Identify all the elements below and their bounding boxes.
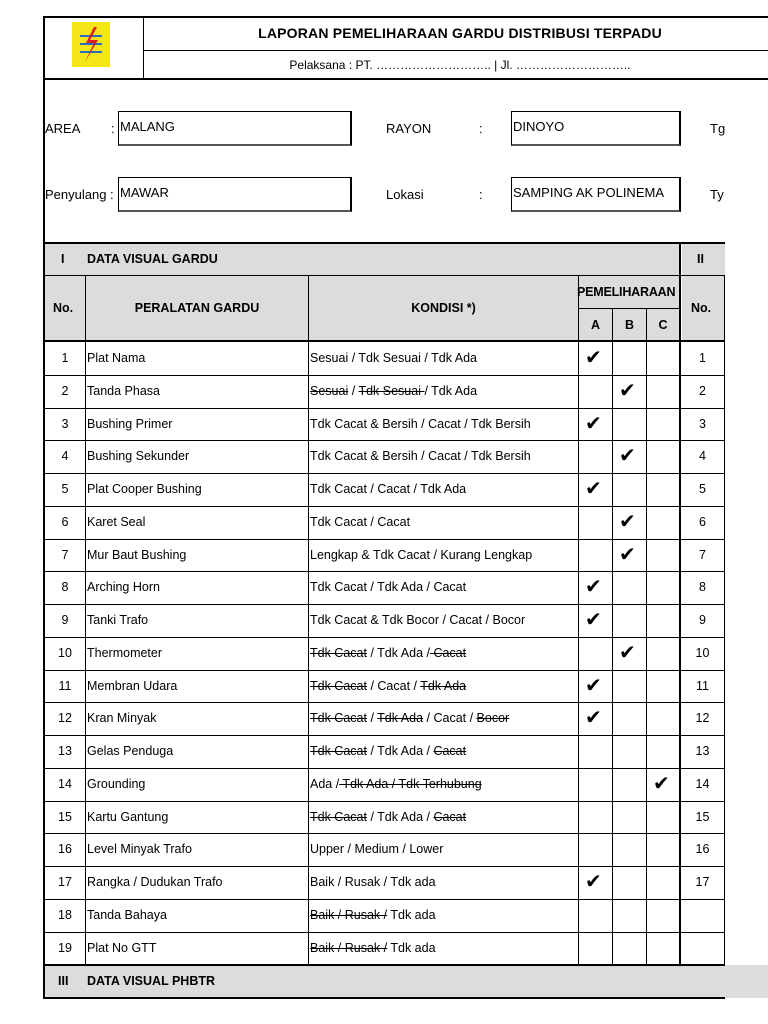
row-number-right: 10 [695, 646, 710, 660]
section1-bottom-line [43, 275, 725, 276]
row-number: 7 [61, 548, 69, 562]
row-equipment: Bushing Primer [87, 417, 173, 431]
kondisi-struck-option: Baik / Rusak / [310, 941, 388, 955]
section1-title: DATA VISUAL GARDU [87, 252, 218, 266]
kondisi-option: / Tdk Ada [424, 384, 478, 398]
area-label: AREA [45, 121, 81, 136]
row-equipment: Karet Seal [87, 515, 146, 529]
col-header-peralatan: PERALATAN GARDU [134, 301, 260, 315]
check-cell-c[interactable] [647, 802, 679, 833]
kondisi-option: Tdk Cacat & Bersih / Cacat / Tdk Bersih [310, 449, 531, 463]
kondisi-struck-option: Sesuai [310, 384, 349, 398]
check-cell-b[interactable] [613, 802, 645, 833]
row-equipment: Tanda Phasa [87, 384, 160, 398]
row-number-right: 8 [699, 580, 706, 594]
check-cell-b[interactable] [613, 474, 645, 505]
row-kondisi [310, 875, 436, 889]
row-number: 5 [61, 482, 69, 496]
check-mark-icon: ✔ [619, 509, 636, 533]
row-number-right: 11 [696, 679, 709, 693]
kondisi-option: Tdk Cacat / Cacat / Tdk Ada [310, 482, 467, 496]
check-mark-icon: ✔ [585, 607, 602, 631]
row-number-right: 12 [695, 711, 710, 725]
kondisi-struck-option: Tdk Ada [420, 679, 467, 693]
rayon-label: RAYON [386, 121, 432, 136]
row-kondisi [310, 941, 436, 955]
check-mark-icon: ✔ [619, 378, 636, 402]
col-line-peralatan [308, 276, 309, 965]
row-equipment: Plat Cooper Bushing [87, 482, 202, 496]
check-cell-a[interactable] [579, 507, 611, 538]
check-mark-icon: ✔ [619, 443, 636, 467]
kondisi-struck-option: Tdk Ada [377, 711, 424, 725]
col-header-pemeliharaan: PEMELIHARAAN [577, 285, 676, 299]
row-kondisi [310, 417, 531, 431]
kondisi-struck-option: Cacat [433, 744, 467, 758]
row-equipment: Thermometer [87, 646, 163, 660]
row-equipment: Kartu Gantung [87, 810, 169, 824]
col-line-right [724, 276, 725, 965]
row-number: 14 [58, 777, 72, 791]
type-label: Ty [710, 187, 724, 202]
check-mark-icon: ✔ [653, 771, 670, 795]
col-header-kondisi: KONDISI *) [411, 301, 476, 315]
row-number-right: 15 [695, 810, 710, 824]
kondisi-struck-option: Tdk Ada / Tdk Terhubung [339, 777, 482, 791]
row-number-right: 6 [699, 515, 706, 529]
row-kondisi [310, 908, 436, 922]
section1-roman: I [61, 252, 65, 266]
check-cell-c[interactable] [647, 441, 679, 472]
row-kondisi [310, 777, 482, 791]
row-number: 18 [58, 908, 72, 922]
check-cell-a[interactable] [579, 900, 611, 931]
check-cell-b[interactable] [613, 343, 645, 374]
kondisi-option: Baik / Rusak / Tdk ada [310, 875, 436, 889]
table-bottom-line [43, 997, 725, 999]
kondisi-struck-option: Tdk Cacat [310, 711, 367, 725]
penyulang-label: Penyulang : [45, 187, 114, 202]
check-cell-b[interactable] [613, 834, 645, 865]
check-cell-a[interactable] [579, 638, 611, 669]
col-line-no [85, 276, 86, 965]
row-equipment: Plat Nama [87, 351, 146, 365]
kondisi-option: Tdk ada [387, 908, 436, 922]
check-mark-icon: ✔ [619, 542, 636, 566]
check-cell-c[interactable] [647, 933, 679, 964]
pemeliharaan-sub-line [578, 308, 680, 309]
row-equipment: Mur Baut Bushing [87, 548, 187, 562]
kondisi-option: Upper / Medium / Lower [310, 842, 444, 856]
row-number: 2 [61, 384, 69, 398]
check-cell-b[interactable] [613, 900, 645, 931]
kondisi-option: / [366, 711, 378, 725]
kondisi-struck-option: Tdk Cacat [310, 810, 367, 824]
lokasi-field[interactable]: SAMPING AK POLINEMA [511, 177, 681, 212]
check-cell-c[interactable] [647, 900, 679, 931]
check-cell-c[interactable] [647, 834, 679, 865]
check-cell-b[interactable] [613, 736, 645, 767]
col-header-b: B [624, 318, 635, 332]
row-kondisi [310, 482, 466, 496]
row-number: 15 [58, 810, 72, 824]
section3-title: DATA VISUAL PHBTR [87, 974, 216, 988]
row-equipment: Arching Horn [87, 580, 160, 594]
row-equipment: Gelas Penduga [87, 744, 174, 758]
check-cell-a[interactable] [579, 540, 611, 571]
check-cell-b[interactable] [613, 703, 645, 734]
check-cell-c[interactable] [647, 605, 679, 636]
check-cell-a[interactable] [579, 769, 611, 800]
kondisi-struck-option: Cacat [433, 810, 467, 824]
kondisi-option: / Cacat / [423, 711, 477, 725]
check-cell-a[interactable] [579, 441, 611, 472]
row-number: 12 [58, 711, 72, 725]
row-number-right: 7 [699, 548, 706, 562]
kondisi-option: Sesuai / Tdk Sesuai / Tdk Ada [310, 351, 477, 365]
lokasi-colon: : [479, 187, 483, 202]
header-bottom-border [43, 78, 768, 80]
row-number: 13 [58, 744, 72, 758]
row-equipment: Rangka / Dudukan Trafo [87, 875, 223, 889]
rayon-field[interactable]: DINOYO [511, 111, 681, 146]
row-number-right: 16 [695, 842, 710, 856]
row-kondisi [310, 679, 466, 693]
check-cell-b[interactable] [613, 769, 645, 800]
kondisi-struck-option: Tdk Cacat [310, 744, 367, 758]
kondisi-option: Lengkap & Tdk Cacat / Kurang Lengkap [310, 548, 533, 562]
check-cell-c[interactable] [647, 867, 679, 898]
row-number: 19 [58, 941, 72, 955]
row-number-right: 1 [699, 351, 706, 365]
row-number: 4 [61, 449, 69, 463]
row-number: 6 [61, 515, 69, 529]
row-number: 11 [58, 679, 72, 693]
kondisi-option: Tdk Cacat / Tdk Ada / Cacat [310, 580, 467, 594]
row-kondisi [310, 613, 525, 627]
check-mark-icon: ✔ [585, 411, 602, 435]
row-number-right: 13 [695, 744, 710, 758]
kondisi-option: Tdk Cacat / Cacat [310, 515, 411, 529]
col-header-c: C [658, 318, 668, 332]
col-header-no: No. [53, 301, 74, 315]
kondisi-option: / Tdk Ada / [366, 646, 430, 660]
header-logo-divider [143, 17, 144, 79]
row-kondisi [310, 711, 509, 725]
row-number: 8 [61, 580, 69, 594]
header-bottom-line [43, 340, 725, 342]
check-cell-a[interactable] [579, 802, 611, 833]
check-mark-icon: ✔ [585, 673, 602, 697]
check-cell-c[interactable] [647, 703, 679, 734]
section2-roman: II [697, 252, 704, 266]
row-number-right: 5 [699, 482, 706, 496]
row-kondisi [310, 646, 466, 660]
check-cell-c[interactable] [647, 343, 679, 374]
kondisi-option: Tdk Cacat & Bersih / Cacat / Tdk Bersih [310, 417, 531, 431]
rayon-colon: : [479, 121, 483, 136]
check-cell-c[interactable] [647, 671, 679, 702]
section3-roman: III [58, 974, 69, 988]
row-equipment: Bushing Sekunder [87, 449, 190, 463]
row-number: 1 [61, 351, 69, 365]
check-cell-b[interactable] [613, 409, 645, 440]
check-cell-c[interactable] [647, 572, 679, 603]
row-number: 10 [58, 646, 72, 660]
check-cell-b[interactable] [613, 671, 645, 702]
table-top-line [43, 242, 725, 244]
row-number: 3 [61, 417, 69, 431]
kondisi-struck-option: Tdk Sesuai [358, 384, 425, 398]
row-number-right: 3 [699, 417, 706, 431]
kondisi-option: Ada / [310, 777, 340, 791]
check-cell-a[interactable] [579, 834, 611, 865]
check-cell-b[interactable] [613, 867, 645, 898]
row-kondisi [310, 580, 466, 594]
row-equipment: Plat No GTT [87, 941, 157, 955]
row-equipment: Level Minyak Trafo [87, 842, 192, 856]
row-equipment: Tanki Trafo [87, 613, 149, 627]
kondisi-option: / [348, 384, 359, 398]
check-mark-icon: ✔ [585, 574, 602, 598]
check-cell-c[interactable] [647, 736, 679, 767]
kondisi-option: / Tdk Ada / [366, 744, 434, 758]
kondisi-struck-option: Bocor [476, 711, 510, 725]
pelaksana-line: Pelaksana : PT. ……………………….. | Jl. ……………………….. [289, 58, 631, 72]
check-cell-c[interactable] [647, 376, 679, 407]
row-number-right: 17 [695, 875, 710, 889]
header-mid-line [143, 50, 768, 51]
tgl-label: Tg [710, 121, 726, 136]
row-kondisi [310, 810, 466, 824]
check-mark-icon: ✔ [585, 705, 602, 729]
row-equipment: Grounding [87, 777, 146, 791]
lokasi-label: Lokasi [386, 187, 424, 202]
check-cell-b[interactable] [613, 572, 645, 603]
row-equipment: Membran Udara [87, 679, 178, 693]
check-cell-b[interactable] [613, 933, 645, 964]
section3-top-line [43, 964, 725, 966]
penyulang-field[interactable]: MAWAR [118, 177, 352, 212]
row-number-right: 14 [695, 777, 710, 791]
row-kondisi [310, 515, 410, 529]
check-cell-c[interactable] [647, 474, 679, 505]
kondisi-option: / Tdk Ada / [366, 810, 434, 824]
row-number-right: 4 [699, 449, 706, 463]
row-kondisi [310, 842, 443, 856]
area-field[interactable]: MALANG [118, 111, 352, 146]
header-top-border [43, 16, 768, 18]
row-number: 17 [58, 875, 72, 889]
row-kondisi [310, 449, 531, 463]
kondisi-struck-option: Baik / Rusak / [310, 908, 388, 922]
row-kondisi [310, 384, 477, 398]
check-cell-c[interactable] [647, 409, 679, 440]
row-number-right: 9 [699, 613, 706, 627]
report-title: LAPORAN PEMELIHARAAN GARDU DISTRIBUSI TERPADU [258, 25, 662, 41]
check-mark-icon: ✔ [585, 345, 602, 369]
check-cell-a[interactable] [579, 736, 611, 767]
check-cell-b[interactable] [613, 605, 645, 636]
check-cell-a[interactable] [579, 376, 611, 407]
area-colon: : [111, 121, 115, 136]
check-mark-icon: ✔ [619, 640, 636, 664]
row-equipment: Kran Minyak [87, 711, 157, 725]
lightning-logo-icon [72, 22, 110, 67]
kondisi-struck-option: Tdk Cacat [310, 646, 367, 660]
check-mark-icon: ✔ [585, 476, 602, 500]
row-equipment: Tanda Bahaya [87, 908, 167, 922]
kondisi-struck-option: Cacat [429, 646, 467, 660]
kondisi-option: Tdk Cacat & Tdk Bocor / Cacat / Bocor [310, 613, 526, 627]
check-cell-c[interactable] [647, 638, 679, 669]
kondisi-option: / Cacat / [366, 679, 421, 693]
row-kondisi [310, 351, 477, 365]
check-cell-c[interactable] [647, 540, 679, 571]
check-cell-c[interactable] [647, 507, 679, 538]
kondisi-struck-option: Tdk Cacat [310, 679, 367, 693]
check-cell-a[interactable] [579, 933, 611, 964]
col-header-a: A [590, 318, 601, 332]
row-number: 16 [58, 842, 72, 856]
row-number-right: 2 [699, 384, 706, 398]
pln-logo [72, 22, 110, 67]
check-mark-icon: ✔ [585, 869, 602, 893]
row-number: 9 [61, 613, 69, 627]
col-header-no-right: No. [691, 301, 712, 315]
row-kondisi [310, 744, 466, 758]
kondisi-option: Tdk ada [387, 941, 436, 955]
row-kondisi [310, 548, 532, 562]
